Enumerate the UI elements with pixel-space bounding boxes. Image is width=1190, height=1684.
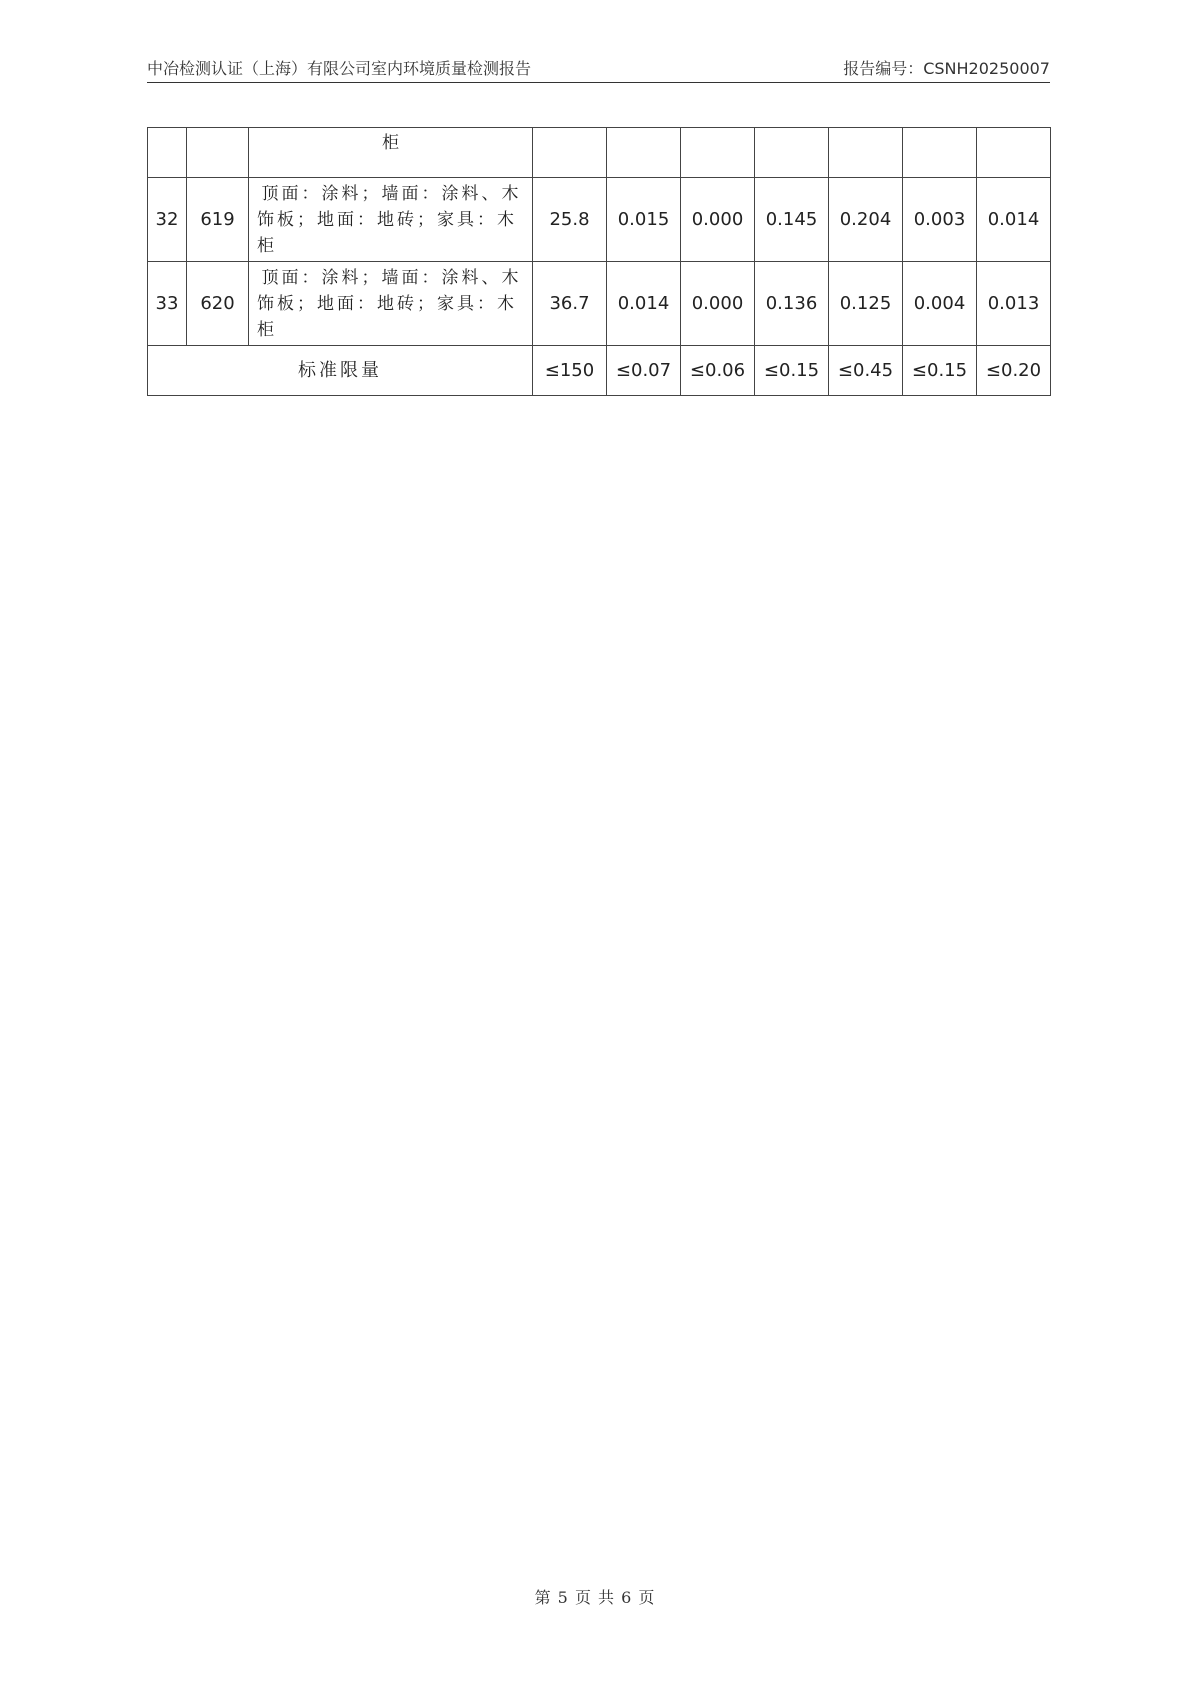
value-cell [755,128,829,178]
tvoc-value-cell: 36.7 [533,262,607,346]
page-header [147,52,1050,83]
row-number-cell: 32 [148,178,187,262]
standard-limit-label: 标准限量 [148,346,533,396]
limit-value-cell: ≤0.45 [829,346,903,396]
decoration-description-cell [249,178,533,262]
value-cell: 0.000 [681,178,755,262]
table-row [148,262,1051,346]
limit-value-cell: ≤0.07 [607,346,681,396]
value-cell [681,128,755,178]
value-cell: 0.125 [829,262,903,346]
table-row-continued [148,128,1051,178]
table-row [148,178,1051,262]
value-cell: 0.015 [607,178,681,262]
standard-limit-row [148,346,1051,396]
value-cell: 0.145 [755,178,829,262]
limit-value-cell: ≤0.15 [903,346,977,396]
value-cell: 0.013 [977,262,1051,346]
description-tail: 柜 [257,235,277,256]
description-tail: 柜 [382,133,399,153]
value-cell: 0.004 [903,262,977,346]
limit-value-cell: ≤0.20 [977,346,1051,396]
description-main: 顶面：涂料；墙面：涂料、木饰板；地面：地砖；家具：木 [257,267,522,314]
description-tail: 柜 [257,319,277,340]
indoor-air-quality-table [147,127,1051,396]
limit-value-cell: ≤150 [533,346,607,396]
value-cell [903,128,977,178]
value-cell [829,128,903,178]
tvoc-value-cell: 25.8 [533,178,607,262]
room-number-cell: 619 [187,178,249,262]
value-cell [533,128,607,178]
room-number-cell: 620 [187,262,249,346]
value-cell [607,128,681,178]
report-number: 报告编号：CSNH20250007 [843,59,1050,78]
description-main: 顶面：涂料；墙面：涂料、木饰板；地面：地砖；家具：木 [257,183,522,230]
limit-value-cell: ≤0.06 [681,346,755,396]
report-org-title: 中冶检测认证（上海）有限公司室内环境质量检测报告 [147,59,532,78]
value-cell: 0.014 [977,178,1051,262]
limit-value-cell: ≤0.15 [755,346,829,396]
value-cell: 0.204 [829,178,903,262]
decoration-description-cell [249,128,533,178]
page-number: 第 5 页 共 6 页 [534,1588,656,1607]
room-number-cell [187,128,249,178]
value-cell: 0.003 [903,178,977,262]
value-cell: 0.014 [607,262,681,346]
value-cell: 0.000 [681,262,755,346]
value-cell [977,128,1051,178]
row-number-cell [148,128,187,178]
value-cell: 0.136 [755,262,829,346]
decoration-description-cell [249,262,533,346]
row-number-cell: 33 [148,262,187,346]
